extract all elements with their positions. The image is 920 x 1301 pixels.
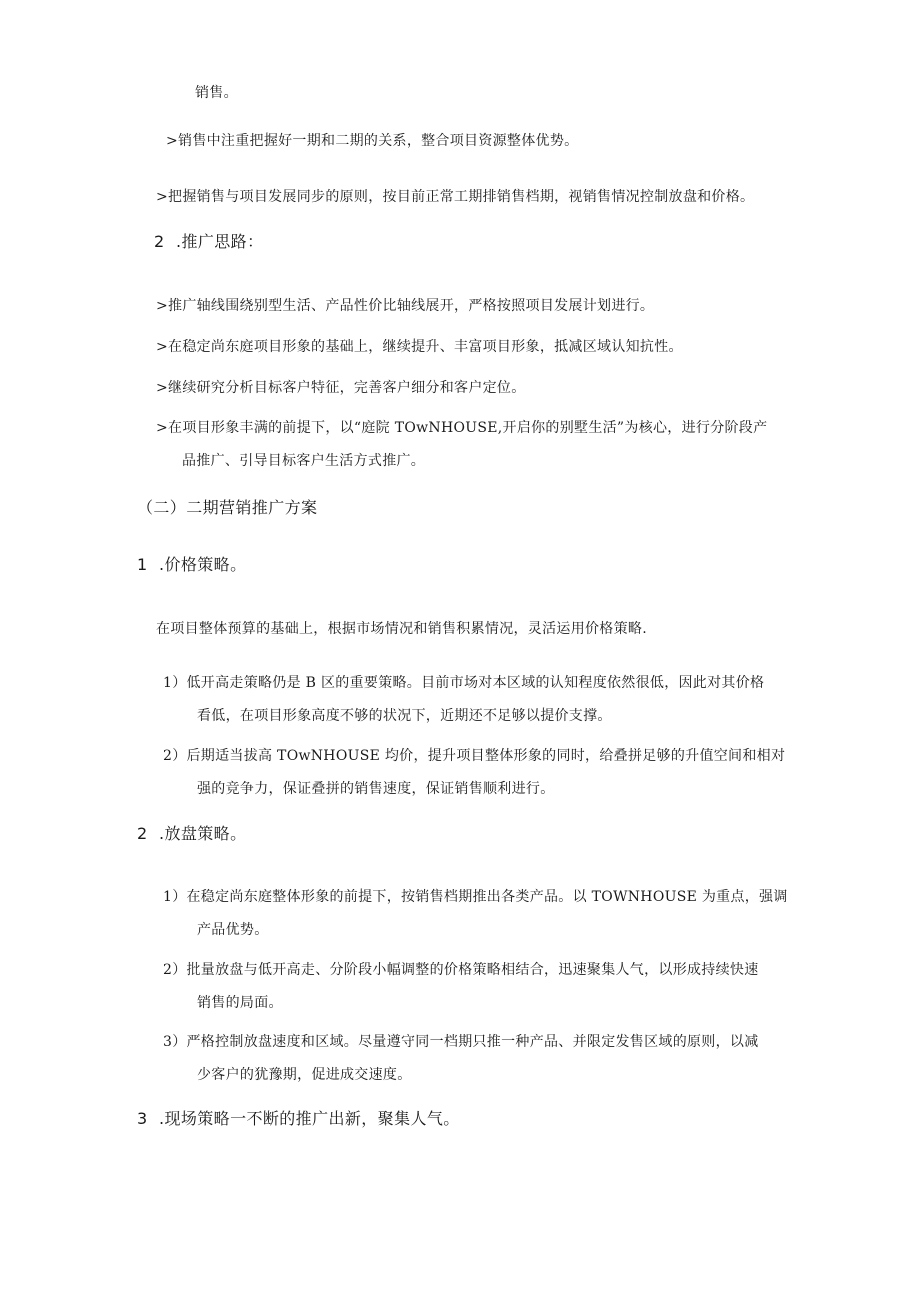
numbered-item-continuation: 少客户的犹豫期，促进成交速度。 — [197, 1067, 412, 1083]
subheading-number: 3 — [137, 1109, 148, 1128]
numbered-item: 2）后期适当拔高 TOwNHOUSE 均价，提升项目整体形象的同时，给叠拼足够的升值空间和相对 — [163, 748, 786, 764]
bullet-item: >在稳定尚东庭项目形象的基础上，继续提升、丰富项目形象，抵减区域认知抗性。 — [156, 339, 683, 355]
numbered-item-continuation: 看低，在项目形象高度不够的状况下，近期还不足够以提价支撑。 — [197, 708, 612, 724]
bullet-item: >销售中注重把握好一期和二期的关系，整合项目资源整体优势。 — [166, 133, 579, 149]
subheading-text: .现场策略一不断的推广出新，聚集人气。 — [159, 1109, 460, 1128]
numbered-item: 1）低开高走策略仍是 B 区的重要策略。目前市场对本区域的认知程度依然很低，因此对其价格 — [163, 675, 765, 691]
subheading-text: .放盘策略。 — [159, 824, 247, 843]
subheading-text: .价格策略。 — [159, 555, 247, 574]
bullet-item: >把握销售与项目发展同步的原则，按目前正常工期排销售档期，视销售情况控制放盘和价格。 — [156, 189, 755, 205]
numbered-item: 3）严格控制放盘速度和区域。尽量遵守同一档期只推一种产品、并限定发售区域的原则，以减 — [163, 1034, 759, 1050]
bullet-item: >推广轴线围绕别型生活、产品性价比轴线展开，严格按照项目发展计划进行。 — [156, 298, 655, 314]
subheading-text: .推广思路： — [176, 232, 264, 251]
bullet-item-continuation: 品推广、引导目标客户生活方式推广。 — [182, 453, 426, 469]
numbered-item: 2）批量放盘与低开高走、分阶段小幅调整的价格策略相结合，迅速聚集人气，以形成持续快速 — [163, 962, 759, 978]
numbered-item-continuation: 强的竞争力，保证叠拼的销售速度，保证销售顺利进行。 — [197, 781, 555, 797]
section-heading: （二）二期营销推广方案 — [137, 498, 318, 517]
numbered-item-continuation: 销售的局面。 — [197, 995, 283, 1011]
bullet-item: >继续研究分析目标客户特征，完善客户细分和客户定位。 — [156, 380, 526, 396]
subheading-number: 2 — [137, 824, 148, 843]
subheading-promotion — [154, 232, 264, 252]
numbered-item-continuation: 产品优势。 — [197, 922, 269, 938]
paragraph-line: 销售。 — [195, 85, 238, 101]
subheading-number: 1 — [137, 555, 148, 574]
bullet-item: >在项目形象丰满的前提下，以“庭院 TOwNHOUSE,开启你的别墅生活”为核心，进行分阶段产 — [156, 420, 768, 436]
subheading-onsite — [137, 1109, 460, 1129]
subheading-release — [137, 824, 247, 844]
subheading-price — [137, 555, 247, 575]
numbered-item: 1）在稳定尚东庭整体形象的前提下，按销售档期推出各类产品。以 TOWNHOUSE 为重点，强调 — [163, 889, 788, 905]
subheading-number: 2 — [154, 232, 165, 251]
paragraph-line: 在项目整体预算的基础上，根据市场情况和销售积累情况，灵活运用价格策略. — [156, 621, 647, 637]
